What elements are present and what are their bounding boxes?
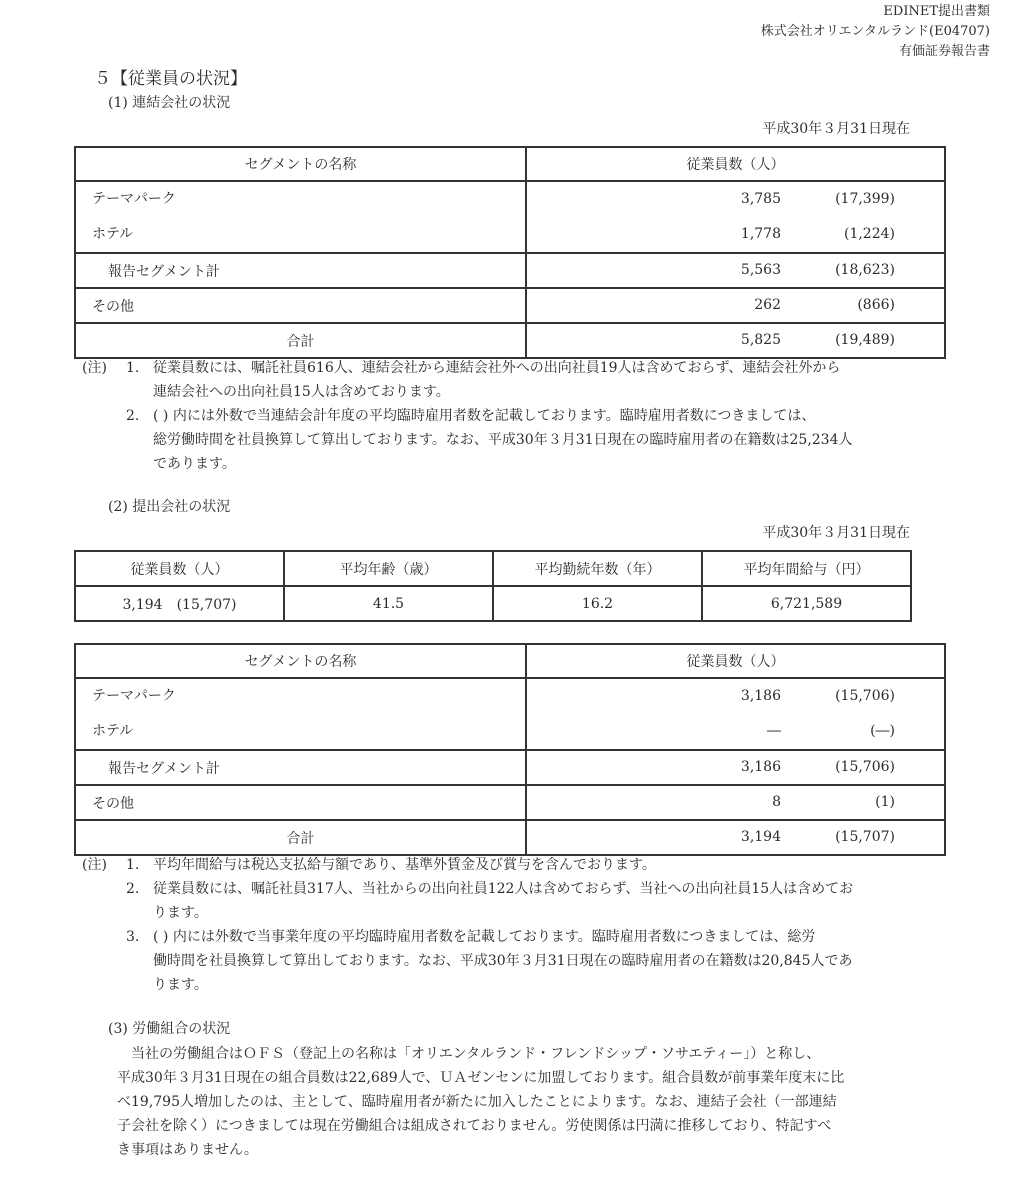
col-header-employees: 従業員数（人）	[526, 147, 945, 181]
segment-name: 報告セグメント計	[75, 750, 526, 785]
col-header: 平均年齢（歳）	[284, 551, 493, 586]
col-header: 平均勤続年数（年）	[493, 551, 702, 586]
employee-count: 5,825	[740, 332, 781, 348]
paragraph-line: べ19,795人増加したのは、主として、臨時雇用者が新たに加入したことによります。なお、連結子会社（一部連結	[117, 1094, 837, 1110]
note-line: ( ) 内には外数で当事業年度の平均臨時雇用者数を記載しております。臨時雇用者数につきましては、総労	[153, 929, 816, 945]
segment-name: テーマパーク	[92, 688, 176, 704]
section-title: ５【従業員の状況】	[94, 69, 247, 89]
col-header-segment: セグメントの名称	[75, 644, 526, 678]
temporary-count: (―)	[870, 723, 895, 739]
temporary-count: (1,224)	[843, 226, 895, 242]
consolidated-table	[74, 146, 946, 359]
temporary-count: (18,623)	[835, 262, 895, 278]
note-line: であります。	[153, 456, 236, 472]
table-row	[75, 785, 945, 820]
temporary-count: (15,707)	[835, 829, 895, 845]
table-header-row	[75, 551, 911, 586]
employee-count: ―	[767, 723, 781, 739]
reporting-company-as-of: 平成30年３月31日現在	[762, 525, 910, 541]
table-row	[75, 750, 945, 785]
average-age-value: 41.5	[284, 586, 493, 621]
segment-name: 合計	[75, 323, 526, 358]
temporary-count: (15,706)	[835, 759, 895, 775]
employee-count: 8	[772, 794, 781, 810]
reporting-company-summary-table	[74, 550, 912, 622]
table-row	[75, 820, 945, 855]
employee-count-value: 3,194 (15,707)	[75, 586, 284, 621]
labor-union-heading: (3) 労働組合の状況	[108, 1021, 231, 1037]
doc-header-type: EDINET提出書類	[883, 4, 990, 19]
col-header: 従業員数（人）	[75, 551, 284, 586]
doc-header-company: 株式会社オリエンタルランド(E04707)	[760, 24, 990, 39]
note-line: ( ) 内には外数で当連結会計年度の平均臨時雇用者数を記載しております。臨時雇用者数につきましては、	[153, 408, 816, 424]
note-line: 従業員数には、嘱託社員317人、当社からの出向社員122人は含めておらず、当社への出向社員15人は含めてお	[153, 881, 854, 897]
paragraph-line: 当社の労働組合はＯＦＳ（登記上の名称は「オリエンタルランド・フレンドシップ・ソサエティー」）と称し、	[117, 1046, 821, 1062]
reporting-company-segment-table	[74, 643, 946, 856]
paragraph-line: 子会社を除く）につきましては現在労働組合は組成されておりません。労使関係は円満に推移しており、特記すべ	[117, 1118, 832, 1134]
note-number: 3.	[126, 929, 140, 945]
doc-header-report: 有価証券報告書	[898, 44, 990, 59]
note-number: 1.	[126, 360, 140, 376]
reporting-company-heading: (2) 提出会社の状況	[108, 499, 231, 515]
employee-count: 3,186	[740, 688, 781, 704]
segment-name: テーマパーク	[92, 191, 176, 207]
note-line: 総労働時間を社員換算して算出しております。なお、平成30年３月31日現在の臨時雇用者の在籍数は25,234人	[153, 432, 853, 448]
col-header-employees: 従業員数（人）	[526, 644, 945, 678]
segment-name: その他	[75, 288, 526, 323]
segment-name: ホテル	[92, 226, 134, 242]
employee-count: 262	[754, 297, 781, 313]
average-tenure-value: 16.2	[493, 586, 702, 621]
note-number: 2.	[126, 408, 140, 424]
employee-count: 3,785	[740, 191, 781, 207]
note-line: ります。	[153, 905, 208, 921]
paragraph-line: 平成30年３月31日現在の組合員数は22,689人で、ＵＡゼンセンに加盟しております。組合員数が前事業年度末に比	[117, 1070, 845, 1086]
table-row	[75, 181, 945, 253]
notes-label: (注)	[82, 360, 107, 376]
temporary-count: (1)	[875, 794, 895, 810]
temporary-count: (17,399)	[835, 191, 895, 207]
table-header-row	[75, 644, 945, 678]
notes-label: (注)	[82, 857, 107, 873]
temporary-count: (866)	[857, 297, 895, 313]
note-line: 連結会社への出向社員15人は含めております。	[153, 384, 450, 400]
employee-count: 3,186	[740, 759, 781, 775]
note-line: ります。	[153, 977, 208, 993]
consolidated-heading: (1) 連結会社の状況	[108, 95, 231, 111]
employee-count: 1,778	[740, 226, 781, 242]
table-row	[75, 323, 945, 358]
note-number: 1.	[126, 857, 140, 873]
note-line: 従業員数には、嘱託社員616人、連結会社から連結会社外への出向社員19人は含めておらず、連結会社外から	[153, 360, 841, 376]
table-row	[75, 678, 945, 750]
col-header-segment: セグメントの名称	[75, 147, 526, 181]
table-row	[75, 253, 945, 288]
segment-name: 報告セグメント計	[75, 253, 526, 288]
segment-name: その他	[75, 785, 526, 820]
note-number: 2.	[126, 881, 140, 897]
table-header-row	[75, 147, 945, 181]
segment-name: ホテル	[92, 723, 134, 739]
note-line: 働時間を社員換算して算出しております。なお、平成30年３月31日現在の臨時雇用者の在籍数は20,845人であ	[153, 953, 853, 969]
temporary-count: (15,706)	[835, 688, 895, 704]
table-row	[75, 586, 911, 621]
paragraph-line: き事項はありません。	[117, 1142, 258, 1158]
average-salary-value: 6,721,589	[702, 586, 911, 621]
employee-count: 3,194	[740, 829, 781, 845]
table-row	[75, 288, 945, 323]
employee-count: 5,563	[740, 262, 781, 278]
consolidated-as-of: 平成30年３月31日現在	[762, 121, 910, 137]
col-header: 平均年間給与（円）	[702, 551, 911, 586]
note-line: 平均年間給与は税込支払給与額であり、基準外賃金及び賞与を含んでおります。	[153, 857, 656, 873]
segment-name: 合計	[75, 820, 526, 855]
temporary-count: (19,489)	[835, 332, 895, 348]
